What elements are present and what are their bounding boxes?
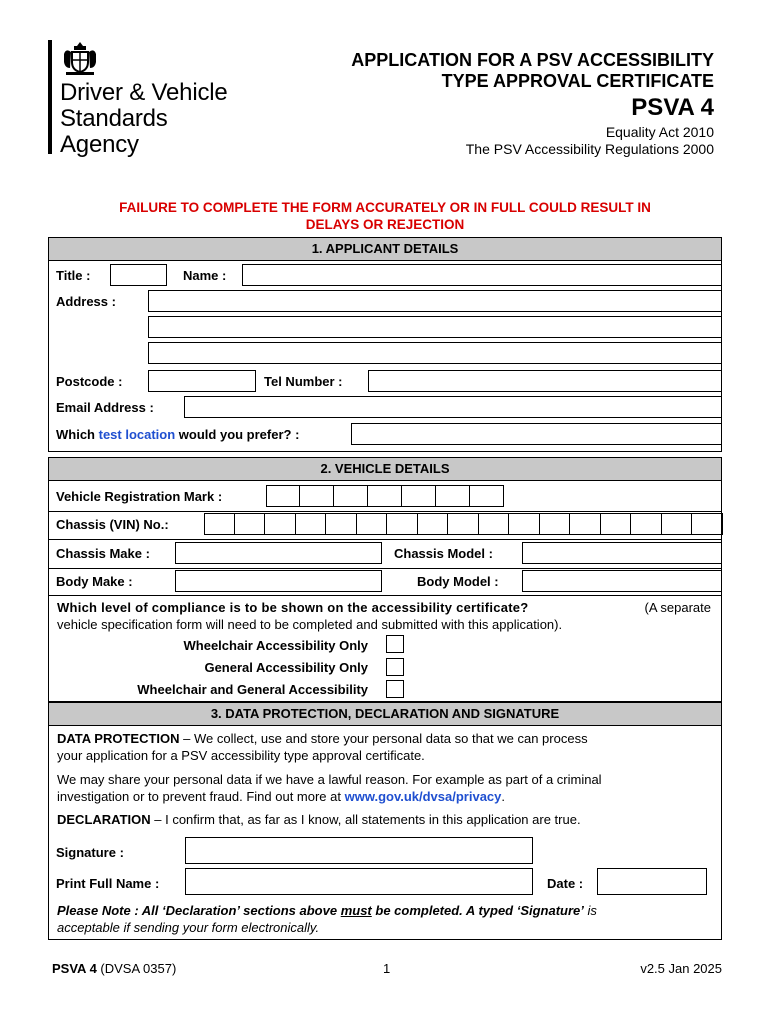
section-heading: 2. VEHICLE DETAILS [49,458,721,481]
section-heading: 3. DATA PROTECTION, DECLARATION AND SIGNATURE [49,703,721,726]
body-model-label: Body Model : [417,574,499,589]
print-name-field[interactable] [185,868,533,895]
row-divider [49,511,721,512]
char-cell[interactable] [448,513,479,535]
warning-banner: FAILURE TO COMPLETE THE FORM ACCURATELY OR IN FULL COULD RESULT IN DELAYS OR REJECTION [119,200,651,232]
chassis-model-field[interactable] [522,542,722,564]
royal-crest-icon [60,40,100,78]
name-label: Name : [183,268,227,283]
compliance-question: Which level of compliance is to be shown on the accessibility certificate? (A separate vehicle specification form will need to be completed and submitted with this application). [57,600,711,632]
chassis-make-field[interactable] [175,542,382,564]
char-cell[interactable] [235,513,266,535]
privacy-link[interactable]: www.gov.uk/dvsa/privacy [344,789,502,804]
char-cell[interactable] [436,485,470,507]
data-sharing-text: We may share your personal data if we have a lawful reason. For example as part of a criminal investigation or to prevent fraud. Find out more at www.gov.uk/dvsa/privacy. [57,772,602,804]
row-divider [49,539,721,540]
char-cell[interactable] [300,485,334,507]
applicant-section [48,237,722,452]
email-field[interactable] [184,396,722,418]
footer-version: v2.5 Jan 2025 [640,961,722,976]
date-field[interactable] [597,868,707,895]
char-cell[interactable] [334,485,368,507]
option-wheelchair-checkbox[interactable] [386,635,404,653]
postcode-field[interactable] [148,370,256,392]
address-line-1-field[interactable] [148,290,722,312]
address-line-2-field[interactable] [148,316,722,338]
char-cell[interactable] [662,513,693,535]
char-cell[interactable] [470,485,504,507]
char-cell[interactable] [601,513,632,535]
data-protection-text: DATA PROTECTION – We collect, use and store your personal data so that we can process your application for a PSV accessibility type approval certificate. [57,731,588,763]
title-label: Title : [56,268,91,283]
signature-label: Signature : [56,845,124,860]
char-cell[interactable] [631,513,662,535]
char-cell[interactable] [296,513,327,535]
char-cell[interactable] [387,513,418,535]
print-name-label: Print Full Name : [56,876,160,891]
body-make-field[interactable] [175,570,382,592]
body-make-label: Body Make : [56,574,133,589]
section-heading: 1. APPLICANT DETAILS [49,238,721,261]
row-divider [49,568,721,569]
logo-rule [48,40,52,154]
char-cell[interactable] [326,513,357,535]
char-cell[interactable] [402,485,436,507]
char-cell[interactable] [540,513,571,535]
char-cell[interactable] [266,485,300,507]
declaration-text: DECLARATION – I confirm that, as far as I know, all statements in this application are true. [57,812,581,827]
option-both-checkbox[interactable] [386,680,404,698]
chassis-make-label: Chassis Make : [56,546,150,561]
email-label: Email Address : [56,400,154,415]
char-cell[interactable] [509,513,540,535]
vin-label: Chassis (VIN) No.: [56,517,169,532]
name-field[interactable] [242,264,722,286]
agency-name: Driver & Vehicle Standards Agency [60,79,228,158]
form-code: PSVA 4 [631,94,714,121]
chassis-model-label: Chassis Model : [394,546,493,561]
address-label: Address : [56,294,116,309]
tel-label: Tel Number : [264,374,343,389]
vehicle-section [48,457,722,702]
option-both-label: Wheelchair and General Accessibility [137,682,368,697]
char-cell[interactable] [204,513,235,535]
address-line-3-field[interactable] [148,342,722,364]
title-field[interactable] [110,264,167,286]
char-cell[interactable] [357,513,388,535]
char-cell[interactable] [368,485,402,507]
form-legislation: Equality Act 2010 The PSV Accessibility Regulations 2000 [465,124,714,157]
char-cell[interactable] [418,513,449,535]
body-model-field[interactable] [522,570,722,592]
row-divider [49,595,721,596]
test-location-label: Which test location would you prefer? : [56,427,300,442]
form-title: APPLICATION FOR A PSV ACCESSIBILITY TYPE APPROVAL CERTIFICATE [351,50,714,91]
char-cell[interactable] [265,513,296,535]
tel-field[interactable] [368,370,722,392]
option-wheelchair-label: Wheelchair Accessibility Only [183,638,368,653]
option-general-checkbox[interactable] [386,658,404,676]
signature-field[interactable] [185,837,533,864]
vrm-label: Vehicle Registration Mark : [56,489,223,504]
footer-form-ref: PSVA 4 (DVSA 0357) [52,961,177,976]
option-general-label: General Accessibility Only [204,660,368,675]
char-cell[interactable] [479,513,510,535]
footer-page-number: 1 [383,961,391,976]
test-location-link[interactable]: test location [98,427,176,442]
vrm-field[interactable] [266,485,504,507]
test-location-field[interactable] [351,423,722,445]
date-label: Date : [547,876,584,891]
declaration-note: Please Note : All ‘Declaration’ sections above must be completed. A typed ‘Signature’ is acceptable if sending your form electronically. [57,903,597,935]
char-cell[interactable] [692,513,723,535]
vin-field[interactable] [204,513,723,535]
postcode-label: Postcode : [56,374,123,389]
declaration-section [48,702,722,940]
char-cell[interactable] [570,513,601,535]
